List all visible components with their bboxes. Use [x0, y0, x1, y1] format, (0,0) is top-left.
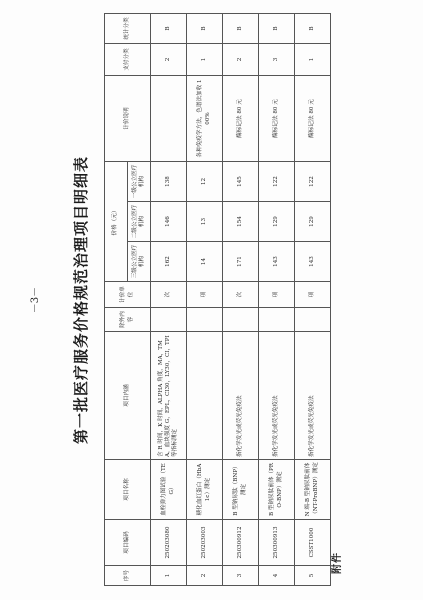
cell-tier3: 162 [151, 242, 187, 282]
cell-tier2: 129 [295, 202, 331, 242]
cell-stat-category: B [259, 13, 295, 43]
cell-note: 酶标记法 80 元 [259, 75, 295, 161]
cell-stat-category: B [223, 13, 259, 43]
cell-unit: 次 [223, 282, 259, 308]
table-row [187, 13, 223, 585]
cell-tier3: 14 [187, 242, 223, 282]
header-exclusion: 除外内容 [105, 308, 151, 332]
cell-tier3: 143 [295, 242, 331, 282]
cell-unit: 项 [259, 282, 295, 308]
cell-name: 糖化血红蛋白（HbA1c）测定 [187, 460, 223, 520]
cell-name: N 端-B 型钠尿肽前体（NT-ProBNP）测定 [295, 460, 331, 520]
header-unit: 计价单位 [105, 282, 151, 308]
table-row [295, 13, 331, 585]
cell-tier2: 13 [187, 202, 223, 242]
cell-seq: 1 [151, 566, 187, 586]
header-tier2: 二级公立医疗机构 [128, 202, 151, 242]
cell-code: 250203003 [187, 520, 223, 566]
cell-unit: 次 [151, 282, 187, 308]
cell-tier2: 154 [223, 202, 259, 242]
cell-content: 指化学发光或荧光免疫法 [223, 332, 259, 460]
table-row [259, 13, 295, 585]
cell-tier1: 145 [223, 161, 259, 201]
cell-exclusion [223, 308, 259, 332]
header-pay-category: 支付分类 [105, 43, 151, 75]
cell-stat-category: B [187, 13, 223, 43]
cell-exclusion [187, 308, 223, 332]
header-note: 计价说明 [105, 75, 151, 161]
cell-note: 酶标记法 80 元 [295, 75, 331, 161]
table-header-row [105, 13, 128, 585]
cell-seq: 5 [295, 566, 331, 586]
cell-name: B 型钠尿肽前体（PRO-BNP）测定 [259, 460, 295, 520]
cell-stat-category: B [295, 13, 331, 43]
cell-seq: 3 [223, 566, 259, 586]
cell-exclusion [151, 308, 187, 332]
cell-content: 指化学发光或荧光免疫法 [295, 332, 331, 460]
attachment-label: 附件 [332, 552, 343, 574]
cell-note: 各种免疫学方法，色谱法加收 100% [187, 75, 223, 161]
header-price-group: 价格（元） [105, 161, 128, 281]
cell-content: 含 R 时间，K 时间，ALPHA 角度，MA，TMA，血块强度 G，EPL，CI30，LY30，CI，TPI 等指标测定 [151, 332, 187, 460]
cell-content [187, 332, 223, 460]
header-seq: 序号 [105, 566, 151, 586]
cell-tier1: 122 [259, 161, 295, 201]
header-code: 项目编码 [105, 520, 151, 566]
cell-tier2: 146 [151, 202, 187, 242]
cell-pay-category: 2 [151, 43, 187, 75]
cell-exclusion [259, 308, 295, 332]
cell-name: 血栓弹力图试验（TEG） [151, 460, 187, 520]
cell-tier1: 122 [295, 161, 331, 201]
cell-tier1: 138 [151, 161, 187, 201]
cell-seq: 2 [187, 566, 223, 586]
cell-pay-category: 1 [187, 43, 223, 75]
header-tier1: 一级公立医疗机构 [128, 161, 151, 201]
cell-note: 酶标记法 80 元 [223, 75, 259, 161]
cell-stat-category: B [151, 13, 187, 43]
cell-content: 指化学发光或荧光免疫法 [259, 332, 295, 460]
cell-tier1: 12 [187, 161, 223, 201]
header-content: 项目内涵 [105, 332, 151, 460]
document-title: 第一批医疗服务价格规范治理项目明细表 [72, 156, 90, 445]
cell-tier2: 129 [259, 202, 295, 242]
header-tier3: 三级公立医疗机构 [128, 242, 151, 282]
header-name: 项目名称 [105, 460, 151, 520]
cell-unit: 项 [187, 282, 223, 308]
cell-code: 250300913 [259, 520, 295, 566]
table-row [223, 13, 259, 585]
cell-code: 250203080 [151, 520, 187, 566]
cell-code: 250300912 [223, 520, 259, 566]
cell-pay-category: 3 [259, 43, 295, 75]
price-table [104, 13, 331, 586]
cell-note [151, 75, 187, 161]
page-number: －3－ [30, 286, 41, 314]
table-row [151, 13, 187, 585]
cell-exclusion [295, 308, 331, 332]
header-stat-category: 统计分类 [105, 13, 151, 43]
cell-tier3: 143 [259, 242, 295, 282]
cell-pay-category: 1 [295, 43, 331, 75]
cell-unit: 项 [295, 282, 331, 308]
cell-pay-category: 2 [223, 43, 259, 75]
cell-seq: 4 [259, 566, 295, 586]
cell-tier3: 171 [223, 242, 259, 282]
cell-name: B 型钠尿肽（BNP）测定 [223, 460, 259, 520]
cell-code: CSST1000 [295, 520, 331, 566]
